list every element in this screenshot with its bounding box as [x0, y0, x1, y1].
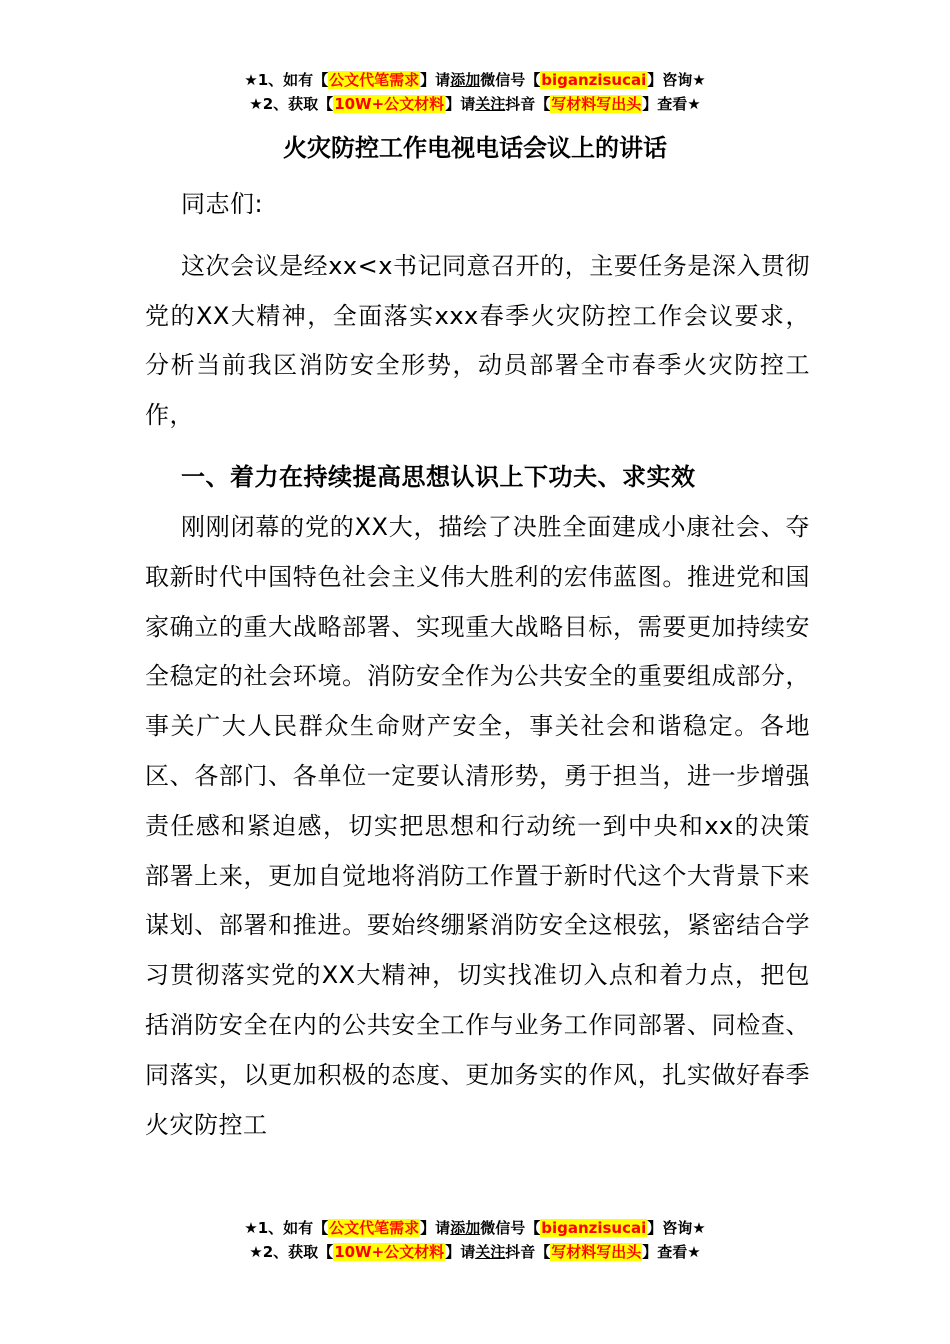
ad-text: 】咨询★	[647, 71, 706, 89]
ad-wechat-id: biganzisucai	[541, 71, 647, 89]
ad-text: 】请	[445, 1243, 476, 1261]
ad-text: ★2、获取【	[249, 1243, 334, 1261]
ad-douyin-id: 写材料写出头	[551, 95, 642, 113]
ad-text: 微信号【	[480, 1219, 541, 1237]
ad-text: 】请	[420, 71, 451, 89]
ad-wechat-id: biganzisucai	[541, 1219, 647, 1237]
ad-text: ★1、如有【	[244, 1219, 329, 1237]
ad-highlight: 10W+公文材料	[334, 1243, 445, 1261]
ad-text: 】查看★	[642, 95, 701, 113]
ad-highlight: 10W+公文材料	[334, 95, 445, 113]
ad-underline: 关注	[475, 95, 506, 113]
footer-ad	[0, 1216, 950, 1264]
ad-line-1	[0, 68, 950, 92]
ad-text: ★2、获取【	[249, 95, 334, 113]
ad-highlight: 公文代笔需求	[329, 1219, 420, 1237]
paragraph-2: 刚刚闭幕的党的XX大，描绘了决胜全面建成小康社会、夺取新时代中国特色社会主义伟大胜利的宏伟蓝图。推进党和国家确立的重大战略部署、实现重大战略目标，需要更加持续安全稳定的社会环境。消防安全作为公共安全的重要组成部分，事关广大人民群众生命财产安全，事关社会和谐稳定。各地区、各部门、各单位一定要认清形势，勇于担当，进一步增强责任感和紧迫感，切实把思想和行动统一到中央和xx的决策部署上来，更加自觉地将消防工作置于新时代这个大背景下来谋划、部署和推进。要始终绷紧消防安全这根弦，紧密结合学习贯彻落实党的XX大精神，切实找准切入点和着力点，把包括消防安全在内的公共安全工作与业务工作同部署、同检查、同落实，以更加积极的态度、更加务实的作风，扎实做好春季火灾防控工	[145, 512, 810, 1139]
ad-line-1	[0, 1216, 950, 1240]
greeting: 同志们:	[181, 190, 264, 218]
ad-text: 抖音【	[505, 1243, 551, 1261]
ad-text: 】咨询★	[647, 1219, 706, 1237]
section-heading-1: 一、着力在持续提高思想认识上下功夫、求实效	[181, 462, 696, 491]
ad-text: 抖音【	[505, 95, 551, 113]
ad-highlight: 公文代笔需求	[329, 71, 420, 89]
ad-text: 微信号【	[480, 71, 541, 89]
ad-underline: 添加	[450, 71, 481, 89]
ad-douyin-id: 写材料写出头	[551, 1243, 642, 1261]
ad-underline: 关注	[475, 1243, 506, 1261]
paragraph-1: 这次会议是经xx<x书记同意召开的，主要任务是深入贯彻党的XX大精神，全面落实xxx春季火灾防控工作会议要求，分析当前我区消防安全形势，动员部署全市春季火灾防控工作，	[145, 251, 810, 430]
ad-underline: 添加	[450, 1219, 481, 1237]
document-body	[145, 180, 810, 1150]
ad-line-2	[0, 1240, 950, 1264]
header-ad	[0, 68, 950, 116]
ad-text: 】请	[420, 1219, 451, 1237]
ad-line-2	[0, 92, 950, 116]
ad-text: 】请	[445, 95, 476, 113]
ad-text: ★1、如有【	[244, 71, 329, 89]
ad-text: 】查看★	[642, 1243, 701, 1261]
document-title: 火灾防控工作电视电话会议上的讲话	[283, 134, 667, 162]
